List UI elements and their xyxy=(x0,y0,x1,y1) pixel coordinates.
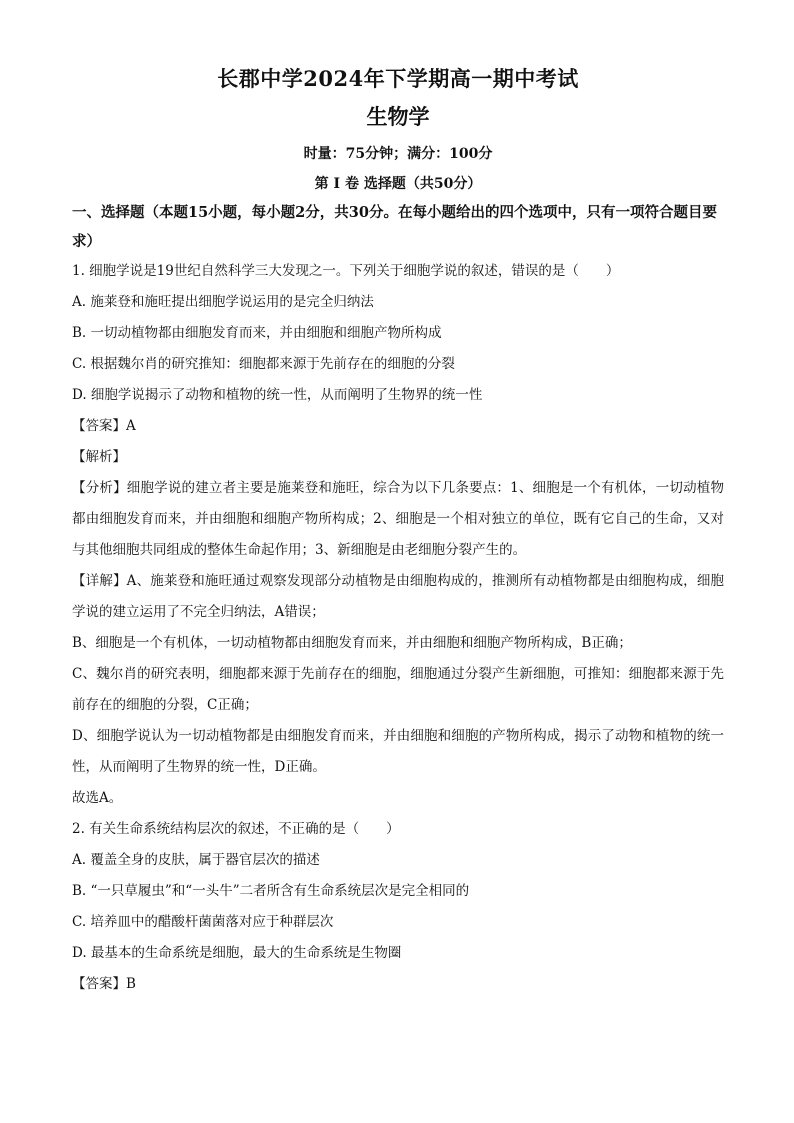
option-d: D. 细胞学说揭示了动物和植物的统一性，从而阐明了生物界的统一性 xyxy=(72,387,483,403)
option-a: A. 施莱登和施旺提出细胞学说运用的是完全归纳法 xyxy=(72,294,374,310)
section-heading: 一、选择题（本题15小题，每小题2分，共30分。在每小题给出的四个选项中，只有一项符合题目要求） xyxy=(72,204,717,250)
question-stem: 2. 有关生命系统结构层次的叙述，不正确的是（ ） xyxy=(72,821,400,837)
question-1 xyxy=(72,256,724,814)
subject-title: 生物学 xyxy=(366,104,430,129)
option-a: A. 覆盖全身的皮肤，属于器官层次的描述 xyxy=(72,852,320,868)
answer-line xyxy=(72,411,724,442)
detail-d: D、细胞学说认为一切动植物都是由细胞发育而来，并由细胞和细胞的产物所构成，揭示了动物和植物的统一性，从而阐明了生物界的统一性，D正确。 xyxy=(72,728,724,775)
xiangjie-text: A、施莱登和施旺通过观察发现部分动植物是由细胞构成的，推测所有动植物都是由细胞构成，细胞学说的建立运用了不完全归纳法，A错误； xyxy=(72,573,725,620)
answer-value: B xyxy=(126,976,136,992)
question-2 xyxy=(72,814,724,1000)
option-b: B. 一切动植物都由细胞发育而来，并由细胞和细胞产物所构成 xyxy=(72,325,442,341)
option-b: B. “一只草履虫”和“一头牛”二者所含有生命系统层次是完全相同的 xyxy=(72,883,470,899)
option-d: D. 最基本的生命系统是细胞，最大的生命系统是生物圈 xyxy=(72,945,402,961)
option-c: C. 培养皿中的醋酸杆菌菌落对应于种群层次 xyxy=(72,914,334,930)
detail-c: C、魏尔肖的研究表明，细胞都来源于先前存在的细胞，细胞通过分裂产生新细胞，可推知：细胞都来源于先前存在的细胞的分裂，C正确； xyxy=(72,666,724,713)
analysis-tag: 【解析】 xyxy=(72,449,126,465)
answer-tag: 【答案】 xyxy=(72,418,126,434)
answer-line xyxy=(72,969,724,1000)
fenxi-tag: 【分析】 xyxy=(72,480,127,496)
answer-tag: 【答案】 xyxy=(72,976,126,992)
exam-title: 长郡中学2024年下学期高一期中考试 xyxy=(217,66,579,91)
option-c: C. 根据魏尔肖的研究推知：细胞都来源于先前存在的细胞的分裂 xyxy=(72,356,455,372)
answer-value: A xyxy=(126,418,136,434)
exam-meta: 时量：75分钟；满分：100分 xyxy=(303,146,493,162)
xiangjie-tag: 【详解】 xyxy=(72,573,127,589)
fenxi-text: 细胞学说的建立者主要是施莱登和施旺，综合为以下几条要点：1、细胞是一个有机体，一切动植物都由细胞发育而来，并由细胞和细胞产物所构成；2、细胞是一个相对独立的单位，既有它自己的生命，又对与其他细胞共同组成的整体生命起作用；3、新细胞是由老细胞分裂产生的。 xyxy=(72,480,725,558)
conclusion: 故选A。 xyxy=(72,790,123,806)
detail-a xyxy=(72,566,724,628)
part-heading: 第 I 卷 选择题（共50分） xyxy=(314,176,482,192)
detail-b: B、细胞是一个有机体，一切动植物都由细胞发育而来，并由细胞和细胞产物所构成，B正确； xyxy=(72,635,632,651)
analysis-summary xyxy=(72,473,724,566)
question-stem: 1. 细胞学说是19世纪自然科学三大发现之一。下列关于细胞学说的叙述，错误的是（ ） xyxy=(72,263,620,279)
exam-page xyxy=(72,64,724,1000)
